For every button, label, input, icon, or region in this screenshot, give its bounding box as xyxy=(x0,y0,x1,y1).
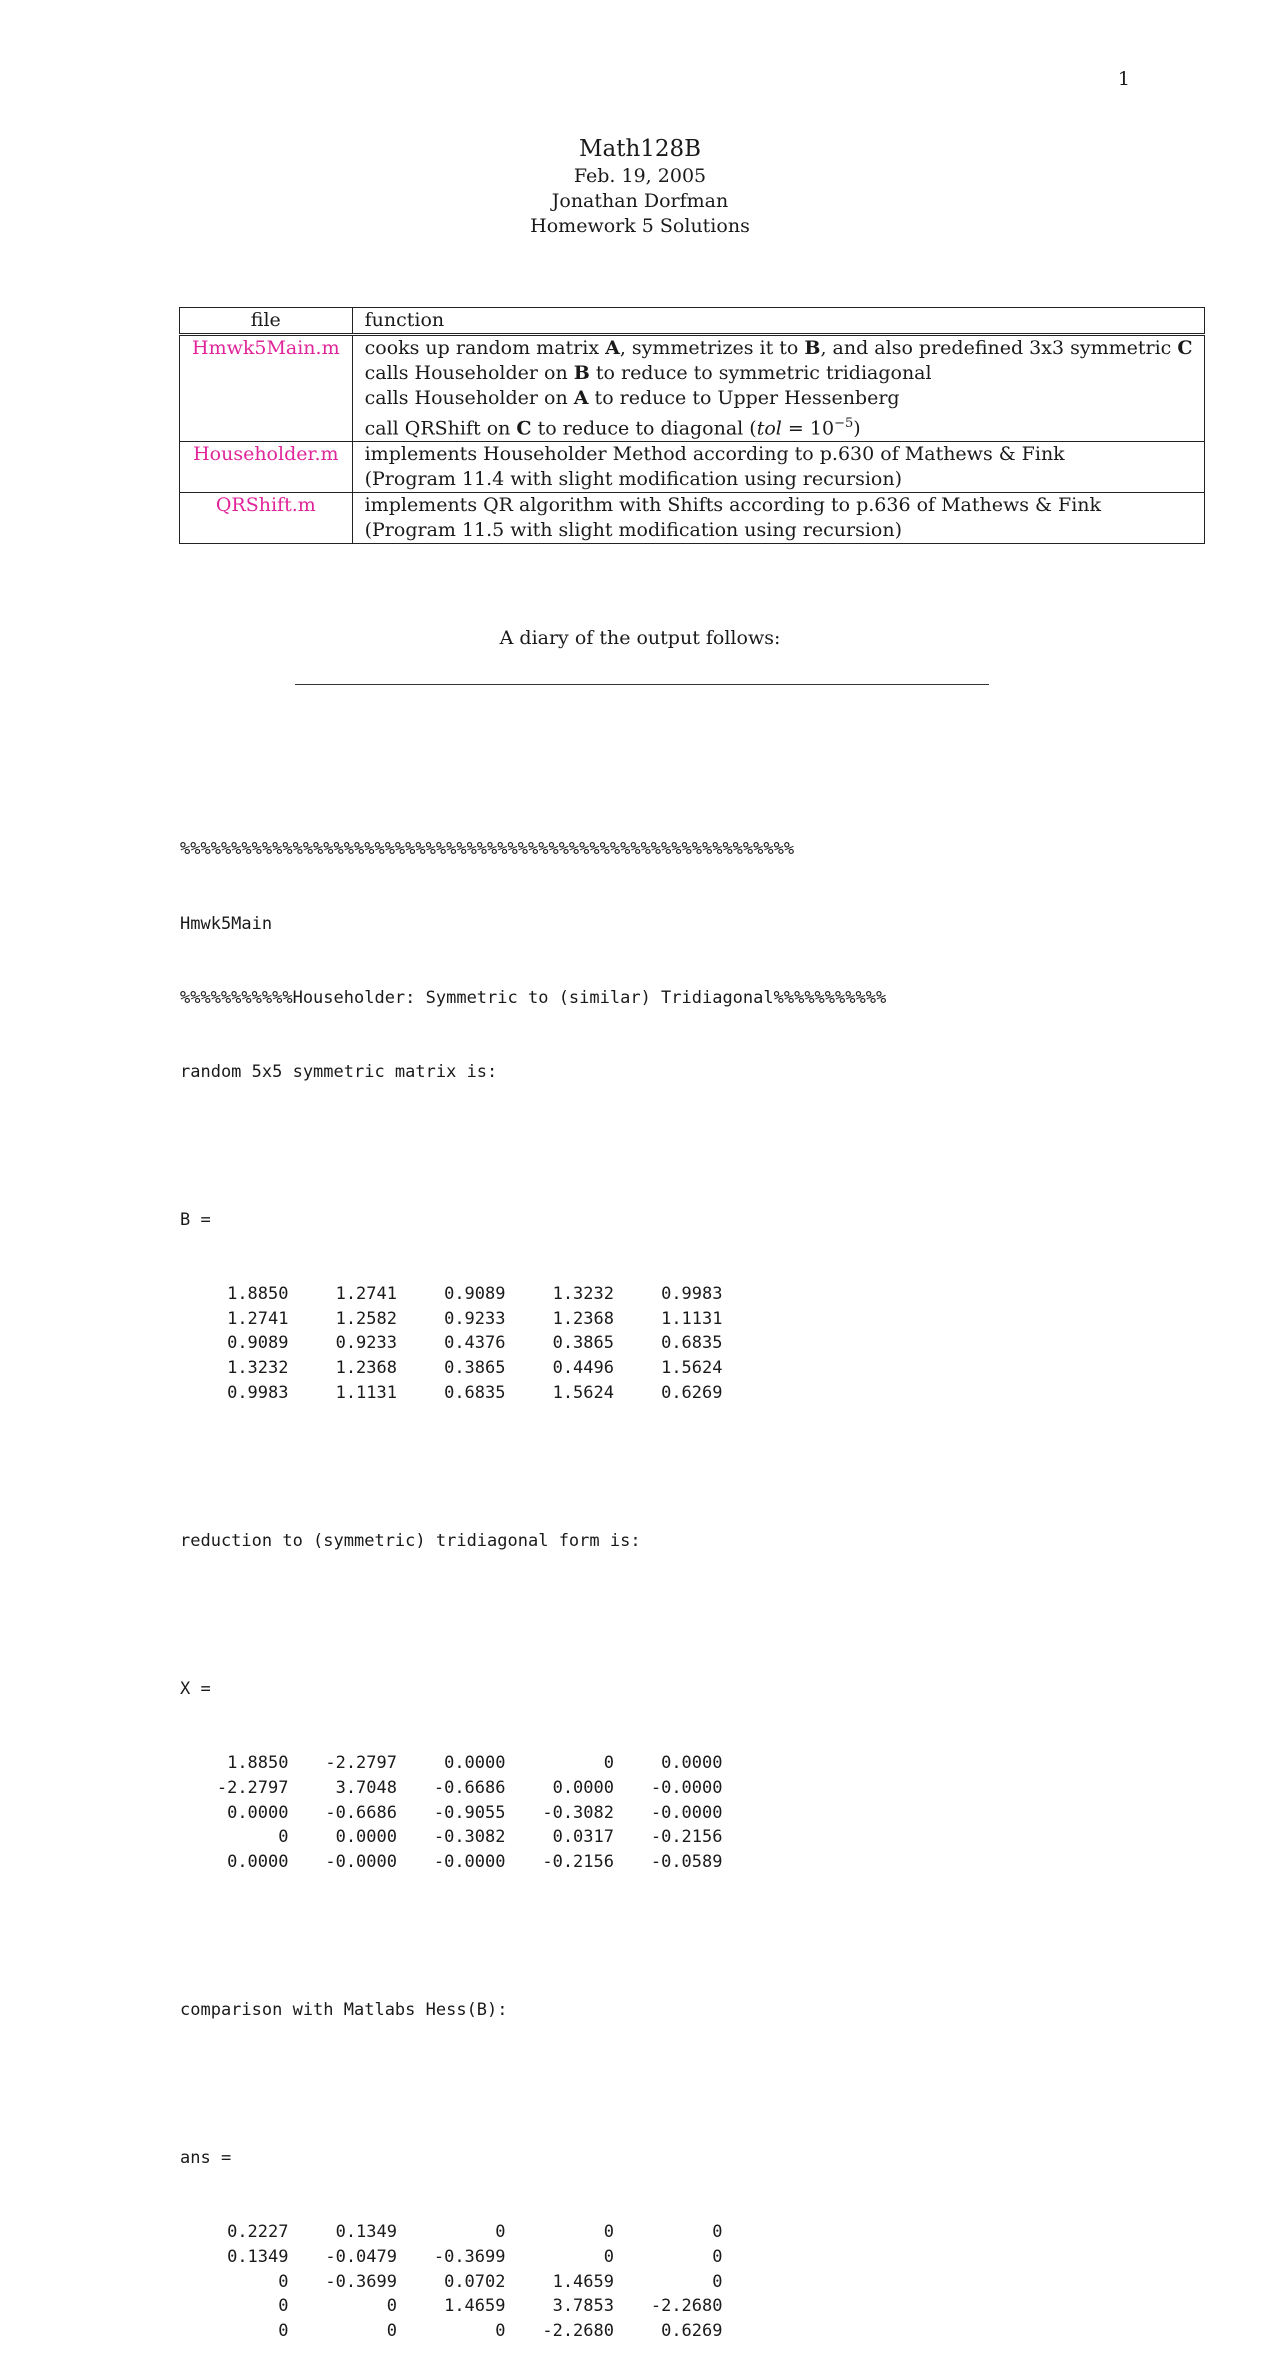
matrix-x xyxy=(180,1751,886,1874)
matrix-row xyxy=(180,1801,886,1826)
matrix-cell: -0.3082 xyxy=(542,1802,614,1823)
matrix-cell: 0.9089 xyxy=(227,1333,289,1354)
matrix-cell: 0 xyxy=(386,2321,397,2342)
matrix-cell: 0.9983 xyxy=(227,1382,289,1403)
matrix-cell: -0.6686 xyxy=(325,1802,397,1823)
matrix-cell: -0.0000 xyxy=(325,1851,397,1872)
matrix-row xyxy=(180,2294,886,2319)
matrix-cell: -0.2156 xyxy=(650,1827,723,1848)
matrix-cell: 1.2582 xyxy=(335,1308,397,1329)
matrix-cell: 0.0317 xyxy=(552,1827,614,1848)
matrix-cell: 0.9983 xyxy=(661,1283,723,1304)
matrix-cell: 0.6835 xyxy=(661,1333,723,1354)
matrix-cell: 0.0000 xyxy=(444,1753,506,1774)
table-row xyxy=(180,335,1205,442)
matrix-cell: 0 xyxy=(712,2271,723,2292)
matrix-cell: -2.2797 xyxy=(216,1777,289,1798)
matrix-row xyxy=(180,1381,886,1406)
matrix-cell: -0.2156 xyxy=(542,1851,614,1872)
matrix-cell: 0 xyxy=(712,2222,723,2243)
matrix-row xyxy=(180,1751,886,1776)
table-header-row xyxy=(180,308,1205,335)
matrix-cell: -0.3082 xyxy=(433,1827,506,1848)
matrix-cell: 0.2227 xyxy=(227,2222,289,2243)
banner-line: %%%%%%%%%%%%%%%%%%%%%%%%%%%%%%%%%%%%%%%%%%%%%%%%%%%%%%%%%%%% xyxy=(180,839,795,860)
file-link-householder[interactable]: Householder.m xyxy=(180,442,353,493)
matrix-cell: 0.4496 xyxy=(552,1358,614,1379)
matrix-ans-label: ans = xyxy=(180,2148,232,2169)
file-description xyxy=(352,442,1205,493)
file-description xyxy=(352,493,1205,544)
matrix-row xyxy=(180,2270,886,2295)
matrix-row xyxy=(180,1825,886,1850)
matrix-cell: 3.7048 xyxy=(335,1777,397,1798)
matrix-cell: 0 xyxy=(603,2247,614,2268)
reduction-message: reduction to (symmetric) tridiagonal form is: xyxy=(180,1530,641,1551)
matrix-row xyxy=(180,1356,886,1381)
matrix-cell: 0.9089 xyxy=(444,1283,506,1304)
matrix-cell: 3.7853 xyxy=(552,2296,614,2317)
table-row xyxy=(180,442,1205,493)
matrix-row xyxy=(180,2220,886,2245)
course-title: Math128B xyxy=(578,136,702,162)
header-function: function xyxy=(352,308,1205,335)
matrix-cell: -2.2680 xyxy=(650,2296,723,2317)
matrix-cell: 0.1349 xyxy=(227,2247,289,2268)
matrix-cell: 0.0000 xyxy=(227,1851,289,1872)
header-file: file xyxy=(180,308,353,335)
matrix-cell: 1.3232 xyxy=(227,1358,289,1379)
matrix-cell: 0 xyxy=(278,1827,289,1848)
table-row xyxy=(180,493,1205,544)
matrix-x-label: X = xyxy=(180,1679,211,1700)
matrix-cell: -0.0000 xyxy=(433,1851,506,1872)
matrix-cell: 1.1131 xyxy=(335,1382,397,1403)
matrix-cell: 0 xyxy=(603,2222,614,2243)
description-line: call QRShift on C to reduce to diagonal $(tol = 10^{-5})$ xyxy=(364,416,861,440)
matrix-row xyxy=(180,2319,886,2344)
matrix-cell: 1.3232 xyxy=(552,1283,614,1304)
matrix-cell: 0 xyxy=(278,2321,289,2342)
matrix-cell: -2.2797 xyxy=(325,1753,397,1774)
description-line: (Program 11.4 with slight modification using recursion) xyxy=(364,468,902,491)
matrix-b xyxy=(180,1282,886,1405)
command-line: Hmwk5Main xyxy=(180,913,273,934)
matrix-cell: 1.2741 xyxy=(227,1308,289,1329)
matrix-cell: -0.0479 xyxy=(325,2247,397,2268)
title-block xyxy=(0,134,1280,239)
matlab-output xyxy=(180,788,886,2369)
matrix-cell: -0.9055 xyxy=(433,1802,506,1823)
description-line: cooks up random matrix A, symmetrizes it to B, and also predefined 3x3 symmetric C xyxy=(364,337,1193,359)
matrix-cell: -0.0589 xyxy=(650,1851,723,1872)
matrix-cell: -0.6686 xyxy=(433,1777,506,1798)
matrix-cell: -0.0000 xyxy=(650,1777,723,1798)
file-function-table xyxy=(179,307,1205,544)
matrix-b-label: B = xyxy=(180,1209,211,1230)
matrix-cell: 0 xyxy=(278,2296,289,2317)
matrix-cell: 0.1349 xyxy=(335,2222,397,2243)
file-link-qrshift[interactable]: QRShift.m xyxy=(180,493,353,544)
matrix-row xyxy=(180,1282,886,1307)
matrix-cell: 1.5624 xyxy=(661,1358,723,1379)
matrix-cell: 1.5624 xyxy=(552,1382,614,1403)
matrix-cell: 0.0000 xyxy=(227,1802,289,1823)
date: Feb. 19, 2005 xyxy=(573,165,707,187)
matrix-cell: 0.9233 xyxy=(335,1333,397,1354)
matrix-cell: 0.6835 xyxy=(444,1382,506,1403)
matrix-cell: 0 xyxy=(495,2321,506,2342)
matrix-cell: 0.9233 xyxy=(444,1308,506,1329)
comparison-message: comparison with Matlabs Hess(B): xyxy=(180,2000,508,2021)
matrix-cell: 1.4659 xyxy=(444,2296,506,2317)
matrix-cell: 0.6269 xyxy=(661,2321,723,2342)
matrix-cell: 0.3865 xyxy=(552,1333,614,1354)
matrix-cell: 1.4659 xyxy=(552,2271,614,2292)
matrix-cell: 1.2368 xyxy=(552,1308,614,1329)
random-matrix-message: random 5x5 symmetric matrix is: xyxy=(180,1061,498,1082)
description-line: calls Householder on B to reduce to symmetric tridiagonal xyxy=(364,362,932,384)
author: Jonathan Dorfman xyxy=(551,190,729,212)
matrix-cell: 0.0000 xyxy=(335,1827,397,1848)
matrix-cell: -0.0000 xyxy=(650,1802,723,1823)
matrix-cell: 0 xyxy=(603,1753,614,1774)
matrix-cell: -2.2680 xyxy=(542,2321,614,2342)
matrix-cell: 1.2368 xyxy=(335,1358,397,1379)
matrix-row xyxy=(180,1331,886,1356)
matrix-cell: 1.8850 xyxy=(227,1753,289,1774)
assignment-title: Homework 5 Solutions xyxy=(530,215,750,237)
matrix-cell: 1.8850 xyxy=(227,1283,289,1304)
matrix-cell: 0.4376 xyxy=(444,1333,506,1354)
matrix-cell: 0.0702 xyxy=(444,2271,506,2292)
file-link-hmwk5main[interactable]: Hmwk5Main.m xyxy=(180,335,353,442)
matrix-cell: 0 xyxy=(712,2247,723,2268)
matrix-cell: 0 xyxy=(386,2296,397,2317)
file-description xyxy=(352,335,1205,442)
matrix-cell: -0.3699 xyxy=(325,2271,397,2292)
matrix-ans xyxy=(180,2220,886,2343)
matrix-cell: 0.6269 xyxy=(661,1382,723,1403)
page-number: 1 xyxy=(1117,68,1130,90)
description-line: calls Householder on A to reduce to Upper Hessenberg xyxy=(364,387,900,409)
matrix-cell: 0.0000 xyxy=(552,1777,614,1798)
matrix-row xyxy=(180,1850,886,1875)
horizontal-rule xyxy=(295,684,989,685)
matrix-cell: 0.0000 xyxy=(661,1753,723,1774)
matrix-cell: 0.3865 xyxy=(444,1358,506,1379)
matrix-row xyxy=(180,1776,886,1801)
matrix-row xyxy=(180,2245,886,2270)
diary-intro: A diary of the output follows: xyxy=(499,627,781,649)
matrix-cell: 1.2741 xyxy=(335,1283,397,1304)
section-header-line: %%%%%%%%%%%Householder: Symmetric to (similar) Tridiagonal%%%%%%%%%%% xyxy=(180,987,887,1008)
matrix-cell: 0 xyxy=(278,2271,289,2292)
matrix-cell: -0.3699 xyxy=(433,2247,506,2268)
matrix-cell: 0 xyxy=(495,2222,506,2243)
matrix-row xyxy=(180,1307,886,1332)
description-line: (Program 11.5 with slight modification using recursion) xyxy=(364,519,902,542)
description-line: implements Householder Method according to p.630 of Mathews & Fink xyxy=(364,443,1065,466)
matrix-cell: 1.1131 xyxy=(661,1308,723,1329)
description-line: implements QR algorithm with Shifts according to p.636 of Mathews & Fink xyxy=(364,494,1102,517)
